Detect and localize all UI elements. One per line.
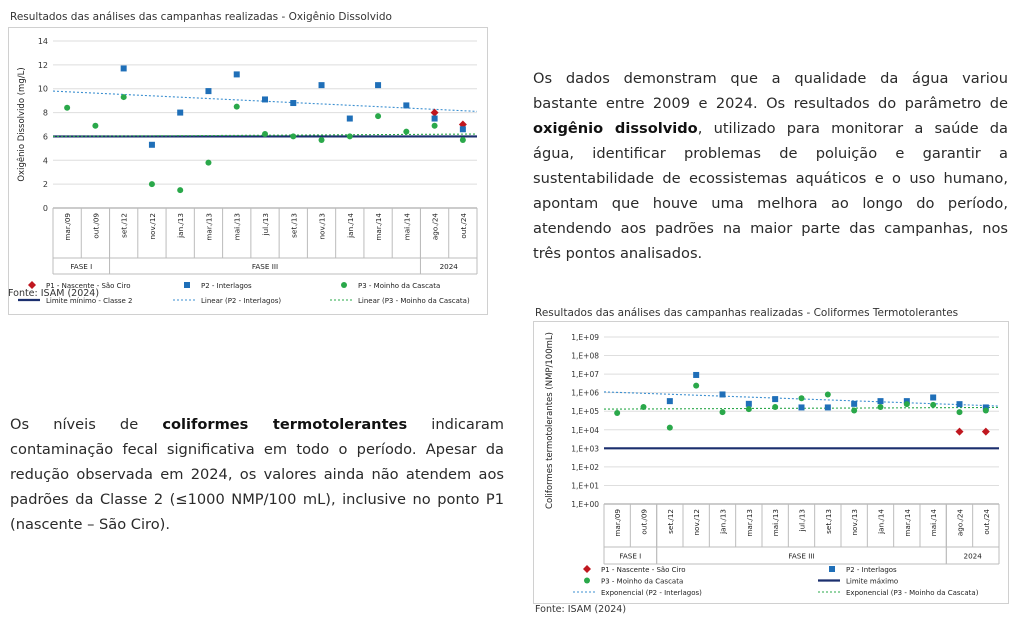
data-point-square bbox=[693, 372, 699, 378]
data-point-circle bbox=[347, 133, 353, 139]
data-point-square bbox=[432, 116, 438, 122]
data-point-square bbox=[878, 398, 884, 404]
data-point-square bbox=[262, 96, 268, 102]
data-point-square bbox=[205, 88, 211, 94]
oxygen-chart bbox=[9, 28, 487, 314]
y-axis-label: Oxigênio Dissolvido (mg/L) bbox=[17, 67, 27, 182]
paragraph-text: contaminação fecal significativa em todo o período. Apesar da bbox=[10, 441, 504, 458]
paragraph-text: redução observada em 2024, os valores ainda não atendem aos bbox=[10, 466, 504, 483]
data-point-circle bbox=[177, 187, 183, 193]
x-tick-label: jan./13 bbox=[718, 509, 728, 534]
paragraph-text: indicaram bbox=[407, 416, 505, 433]
paragraph-line bbox=[533, 91, 1008, 116]
paragraph-line bbox=[533, 216, 1008, 241]
data-point-square bbox=[667, 398, 673, 404]
chart1-source: Fonte: ISAM (2024) bbox=[8, 288, 100, 299]
data-point-square bbox=[720, 391, 726, 397]
data-point-circle bbox=[878, 404, 884, 410]
paragraph-line bbox=[533, 191, 1008, 216]
chart2-source: Fonte: ISAM (2024) bbox=[535, 604, 627, 615]
data-point-circle bbox=[460, 137, 466, 143]
paragraph-line bbox=[533, 166, 1008, 191]
data-point-circle bbox=[375, 113, 381, 119]
data-point-circle bbox=[290, 133, 296, 139]
legend-label: P1 - Nascente - São Ciro bbox=[46, 282, 131, 290]
y-tick-label: 6 bbox=[42, 132, 48, 142]
x-tick-label: ago./24 bbox=[955, 509, 965, 537]
legend-label: P2 - Interlagos bbox=[201, 282, 252, 290]
y-tick-label: 10 bbox=[37, 84, 48, 94]
x-tick-label: jul./13 bbox=[797, 509, 807, 532]
y-tick-label: 1,E+01 bbox=[571, 481, 599, 491]
x-tick-label: out./24 bbox=[981, 509, 991, 535]
legend-label: P3 - Moinho da Cascata bbox=[601, 577, 684, 586]
y-tick-label: 4 bbox=[42, 156, 48, 166]
legend-label: Exponencial (P3 - Moinho da Cascata) bbox=[846, 589, 979, 597]
x-tick-label: mai./13 bbox=[771, 509, 781, 537]
paragraph-text: Os níveis de bbox=[10, 416, 163, 433]
x-tick-label: out./09 bbox=[639, 509, 649, 535]
data-point-circle bbox=[772, 404, 778, 410]
chart1-frame bbox=[8, 27, 488, 315]
legend-marker bbox=[341, 282, 347, 288]
paragraph-text: três pontos analisados. bbox=[533, 245, 703, 262]
x-tick-label: mar./13 bbox=[204, 213, 214, 241]
x-tick-label: jan./13 bbox=[176, 213, 186, 238]
legend-marker bbox=[583, 565, 591, 573]
data-point-circle bbox=[746, 406, 752, 412]
data-point-square bbox=[957, 401, 963, 407]
paragraph-line bbox=[10, 437, 504, 462]
x-tick-label: mai./14 bbox=[929, 509, 939, 537]
data-point-circle bbox=[983, 407, 989, 413]
paragraph-line bbox=[10, 487, 504, 512]
data-point-circle bbox=[825, 391, 831, 397]
paragraph-text: sustentabilidade de ecossistemas aquáticos e o uso humano, bbox=[533, 170, 1008, 187]
x-tick-label: set./12 bbox=[119, 213, 129, 238]
paragraph-text: Os dados demonstram que a qualidade da água variou bbox=[533, 70, 1008, 87]
paragraph-line bbox=[10, 512, 504, 537]
legend-label: Linear (P2 - Interlagos) bbox=[201, 297, 282, 305]
coliform-analysis-paragraph bbox=[10, 412, 504, 537]
data-point-circle bbox=[403, 129, 409, 135]
data-point-diamond bbox=[982, 428, 990, 436]
legend-label: Exponencial (P2 - Interlagos) bbox=[601, 589, 702, 597]
highlight-term: oxigênio dissolvido bbox=[533, 120, 698, 137]
paragraph-text: (nascente – São Ciro). bbox=[10, 516, 170, 533]
paragraph-line bbox=[10, 462, 504, 487]
paragraph-line bbox=[533, 141, 1008, 166]
group-label: FASE III bbox=[251, 262, 279, 271]
x-tick-label: mar./09 bbox=[613, 509, 623, 537]
data-point-square bbox=[930, 394, 936, 400]
data-point-circle bbox=[851, 407, 857, 413]
data-point-square bbox=[825, 404, 831, 410]
data-point-circle bbox=[667, 425, 673, 431]
chart2-title: Resultados das análises das campanhas realizadas - Coliformes Termotolerantes bbox=[535, 307, 959, 319]
data-point-circle bbox=[720, 409, 726, 415]
paragraph-line bbox=[533, 66, 1008, 91]
group-label: FASE I bbox=[619, 551, 642, 561]
x-tick-label: nov./12 bbox=[147, 213, 157, 240]
data-point-square bbox=[177, 110, 183, 116]
data-point-circle bbox=[121, 94, 127, 100]
data-point-circle bbox=[432, 123, 438, 129]
data-point-square bbox=[375, 82, 381, 88]
legend-label: P3 - Moinho da Cascata bbox=[358, 282, 441, 290]
x-tick-label: mar./09 bbox=[63, 213, 73, 241]
y-tick-label: 1,E+04 bbox=[571, 425, 599, 435]
data-point-square bbox=[347, 116, 353, 122]
legend-marker bbox=[584, 578, 590, 584]
y-tick-label: 1,E+06 bbox=[571, 388, 599, 398]
data-point-circle bbox=[614, 410, 620, 416]
paragraph-text: bastante entre 2009 e 2024. Os resultados do parâmetro de bbox=[533, 95, 1008, 112]
y-tick-label: 1,E+09 bbox=[571, 333, 599, 342]
data-point-square bbox=[772, 396, 778, 402]
y-tick-label: 12 bbox=[37, 60, 48, 70]
group-label: FASE I bbox=[70, 262, 93, 271]
data-point-circle bbox=[92, 123, 98, 129]
x-tick-label: set./13 bbox=[823, 509, 833, 534]
y-tick-label: 1,E+08 bbox=[571, 351, 599, 361]
data-point-square bbox=[851, 401, 857, 407]
group-label: 2024 bbox=[439, 262, 458, 271]
y-tick-label: 1,E+02 bbox=[571, 462, 599, 472]
data-point-circle bbox=[641, 404, 647, 410]
y-tick-label: 2 bbox=[42, 180, 48, 190]
legend-label: Limite máximo bbox=[846, 577, 899, 586]
y-tick-label: 1,E+00 bbox=[571, 500, 599, 509]
y-tick-label: 0 bbox=[42, 204, 48, 213]
x-tick-label: mar./14 bbox=[902, 509, 912, 537]
data-point-circle bbox=[904, 401, 910, 407]
x-tick-label: out./24 bbox=[458, 213, 468, 239]
data-point-square bbox=[460, 126, 466, 132]
paragraph-text: , utilizado para monitorar a saúde da bbox=[697, 120, 1008, 137]
x-tick-label: mar./13 bbox=[744, 509, 754, 537]
oxygen-analysis-paragraph bbox=[533, 66, 1008, 266]
x-tick-label: jul./13 bbox=[261, 213, 270, 236]
y-tick-label: 1,E+03 bbox=[571, 444, 599, 454]
paragraph-text: apontam que houve uma melhora ao longo do período, bbox=[533, 195, 1008, 212]
highlight-term: coliformes termotolerantes bbox=[162, 416, 408, 433]
data-point-square bbox=[121, 65, 127, 71]
data-point-circle bbox=[693, 383, 699, 389]
paragraph-line bbox=[533, 116, 1008, 141]
group-label: 2024 bbox=[963, 551, 982, 561]
paragraph-text: atendendo aos padrões na maior parte das campanhas, nos bbox=[533, 220, 1008, 237]
legend-label: Linear (P3 - Moinho da Cascata) bbox=[358, 297, 470, 305]
x-tick-label: nov./13 bbox=[317, 213, 327, 240]
data-point-circle bbox=[262, 131, 268, 137]
data-point-square bbox=[290, 100, 296, 106]
x-tick-label: nov./12 bbox=[692, 509, 702, 536]
data-point-circle bbox=[799, 395, 805, 401]
y-tick-label: 1,E+05 bbox=[571, 407, 599, 417]
chart1-title: Resultados das análises das campanhas realizadas - Oxigênio Dissolvido bbox=[10, 11, 392, 23]
y-axis-label: Coliformes termotolerantes (NMP/100mL) bbox=[545, 332, 555, 509]
x-tick-label: jan./14 bbox=[345, 213, 355, 238]
data-point-circle bbox=[319, 137, 325, 143]
paragraph-text: água, identificar problemas de poluição e garantir a bbox=[533, 145, 1008, 162]
y-tick-label: 1,E+07 bbox=[571, 370, 599, 380]
y-tick-label: 8 bbox=[42, 108, 48, 118]
x-tick-label: out./09 bbox=[91, 213, 101, 239]
data-point-circle bbox=[149, 181, 155, 187]
legend-marker bbox=[829, 566, 835, 572]
x-tick-label: mai./13 bbox=[232, 213, 242, 241]
data-point-circle bbox=[64, 105, 70, 111]
data-point-square bbox=[234, 71, 240, 77]
paragraph-line bbox=[533, 241, 1008, 266]
data-point-square bbox=[319, 82, 325, 88]
legend-label: Limite mínimo - Classe 2 bbox=[46, 297, 133, 305]
x-tick-label: set./13 bbox=[289, 213, 299, 238]
data-point-square bbox=[799, 404, 805, 410]
x-tick-label: jan./14 bbox=[876, 509, 886, 534]
data-point-circle bbox=[957, 409, 963, 415]
data-point-square bbox=[403, 102, 409, 108]
x-tick-label: mar./14 bbox=[374, 213, 384, 241]
x-tick-label: set./12 bbox=[665, 509, 675, 534]
x-tick-label: ago./24 bbox=[430, 213, 440, 241]
coliform-chart bbox=[534, 322, 1008, 603]
data-point-diamond bbox=[956, 428, 964, 436]
chart2-frame bbox=[533, 321, 1009, 604]
data-point-circle bbox=[234, 104, 240, 110]
legend-label: P1 - Nascente - São Ciro bbox=[601, 566, 686, 574]
data-point-circle bbox=[930, 402, 936, 408]
data-point-circle bbox=[205, 160, 211, 166]
data-point-square bbox=[746, 401, 752, 407]
paragraph-text: padrões da Classe 2 (≤1000 NMP/100 mL), inclusive no ponto P1 bbox=[10, 491, 504, 508]
x-tick-label: mai./14 bbox=[402, 213, 412, 241]
paragraph-line bbox=[10, 412, 504, 437]
legend-label: P2 - Interlagos bbox=[846, 566, 897, 574]
y-tick-label: 14 bbox=[37, 37, 48, 46]
group-label: FASE III bbox=[788, 551, 815, 561]
x-tick-label: nov./13 bbox=[850, 509, 860, 536]
data-point-square bbox=[149, 142, 155, 148]
legend-marker bbox=[184, 282, 190, 288]
